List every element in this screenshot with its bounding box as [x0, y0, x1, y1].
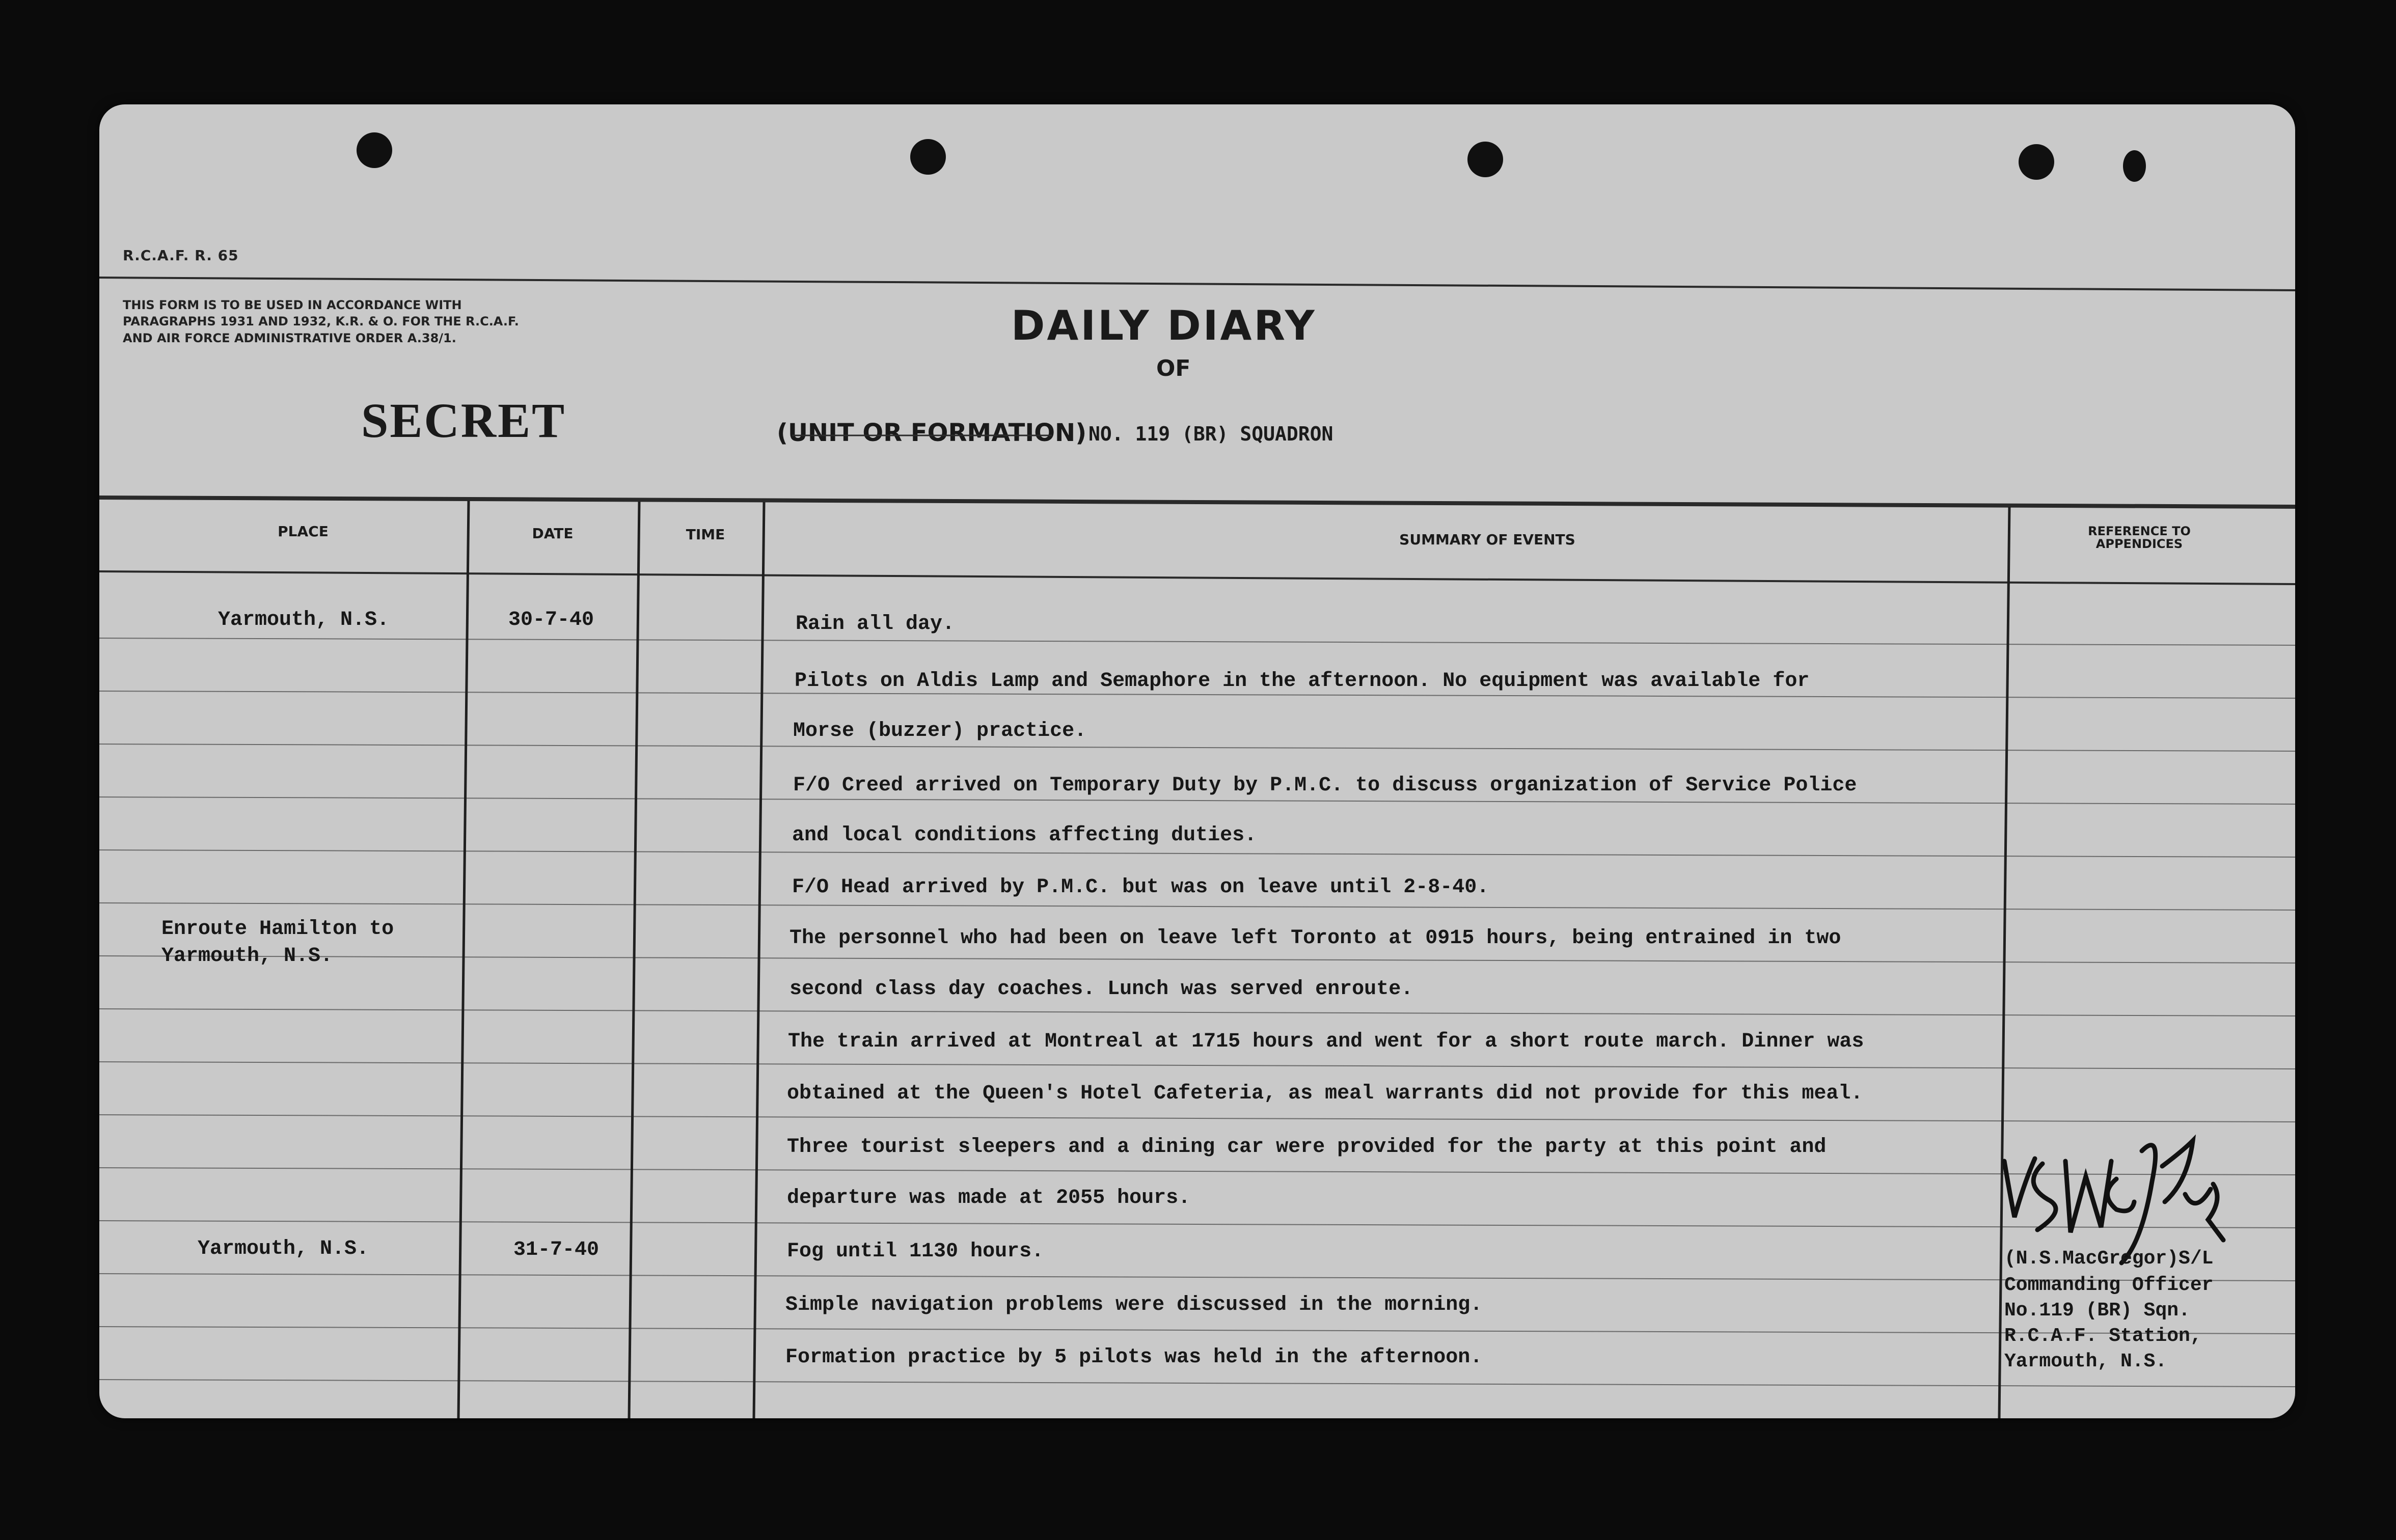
signatory-unit: No.119 (BR) Sqn.: [2004, 1300, 2190, 1322]
form-title: DAILY DIARY: [1011, 302, 1317, 349]
ruled-line: [99, 1274, 2295, 1281]
diary-form-card: [99, 104, 2295, 1418]
event-line: departure was made at 2055 hours.: [787, 1187, 1191, 1209]
ruled-line: [99, 638, 2295, 645]
form-number: R.C.A.F. R. 65: [123, 247, 239, 264]
event-line: Pilots on Aldis Lamp and Semaphore in the afternoon. No equipment was available for: [795, 670, 1810, 693]
ruled-line: [99, 1009, 2295, 1016]
event-line: obtained at the Queen's Hotel Cafeteria, as meal warrants did not provide for this meal.: [787, 1082, 1863, 1105]
event-line: Formation practice by 5 pilots was held in the afternoon.: [785, 1346, 1483, 1369]
classification-stamp: SECRET: [361, 393, 566, 448]
column-header-time: TIME: [686, 526, 725, 543]
ruled-line: [99, 850, 2295, 857]
unit-label: (UNIT OR FORMATION): [777, 419, 1087, 447]
signatory-name: (N.S.MacGregor)S/L: [2004, 1248, 2214, 1270]
ruled-line: [99, 1327, 2295, 1334]
signatory-station: R.C.A.F. Station,: [2004, 1325, 2202, 1347]
event-line: and local conditions affecting duties.: [792, 824, 1257, 847]
event-line: The train arrived at Montreal at 1715 hours and went for a short route march. Dinner was: [788, 1030, 1864, 1053]
unit-value: NO. 119 (BR) SQUADRON: [1088, 423, 1333, 445]
place-entry: Enroute Hamilton to: [161, 918, 394, 941]
event-line: second class day coaches. Lunch was served enroute.: [789, 978, 1413, 1001]
commanding-officer-signature: [2004, 1141, 2223, 1263]
event-line: F/O Creed arrived on Temporary Duty by P.M.C. to discuss organization of Service Police: [793, 774, 1857, 797]
form-instructions: THIS FORM IS TO BE USED IN ACCORDANCE WITH PARAGRAPHS 1931 AND 1932, K.R. & O. FOR THE R.C.A.F. AND AIR FORCE ADMINISTRATIVE ORDER A.38/1.: [123, 298, 519, 345]
ruled-line: [99, 956, 2295, 963]
ruled-line: [99, 1380, 2295, 1387]
title-of: OF: [1156, 355, 1191, 381]
ruled-line: [99, 1115, 2295, 1122]
event-line: Rain all day.: [796, 613, 955, 636]
column-header-date: DATE: [532, 525, 574, 542]
ruled-line: [99, 903, 2295, 910]
event-line: F/O Head arrived by P.M.C. but was on leave until 2-8-40.: [792, 876, 1489, 899]
place-entry: Yarmouth, N.S.: [218, 609, 390, 631]
event-line: Simple navigation problems were discussed in the morning.: [785, 1294, 1483, 1316]
event-line: Fog until 1130 hours.: [787, 1240, 1044, 1263]
column-header-reference: REFERENCE TO APPENDICES: [2088, 524, 2191, 552]
event-line: Three tourist sleepers and a dining car were provided for the party at this point and: [787, 1136, 1827, 1159]
event-line: The personnel who had been on leave left Toronto at 0915 hours, being entrained in two: [789, 927, 1841, 950]
ruled-line: [99, 1062, 2295, 1069]
ruled-line: [99, 744, 2295, 751]
diary-table-lines: [99, 104, 2295, 1418]
signatory-role: Commanding Officer: [2004, 1274, 2214, 1296]
date-entry: 30-7-40: [508, 609, 594, 631]
column-header-summary: SUMMARY OF EVENTS: [1399, 531, 1575, 548]
ruled-line: [99, 797, 2295, 804]
date-entry: 31-7-40: [513, 1239, 600, 1261]
column-header-place: PLACE: [278, 523, 329, 540]
ruled-line: [99, 1168, 2295, 1175]
signatory-location: Yarmouth, N.S.: [2004, 1351, 2167, 1372]
place-entry: Yarmouth, N.S.: [198, 1238, 369, 1260]
ruled-line: [99, 1221, 2295, 1228]
event-line: Morse (buzzer) practice.: [793, 720, 1087, 743]
place-entry: Yarmouth, N.S.: [161, 945, 333, 968]
